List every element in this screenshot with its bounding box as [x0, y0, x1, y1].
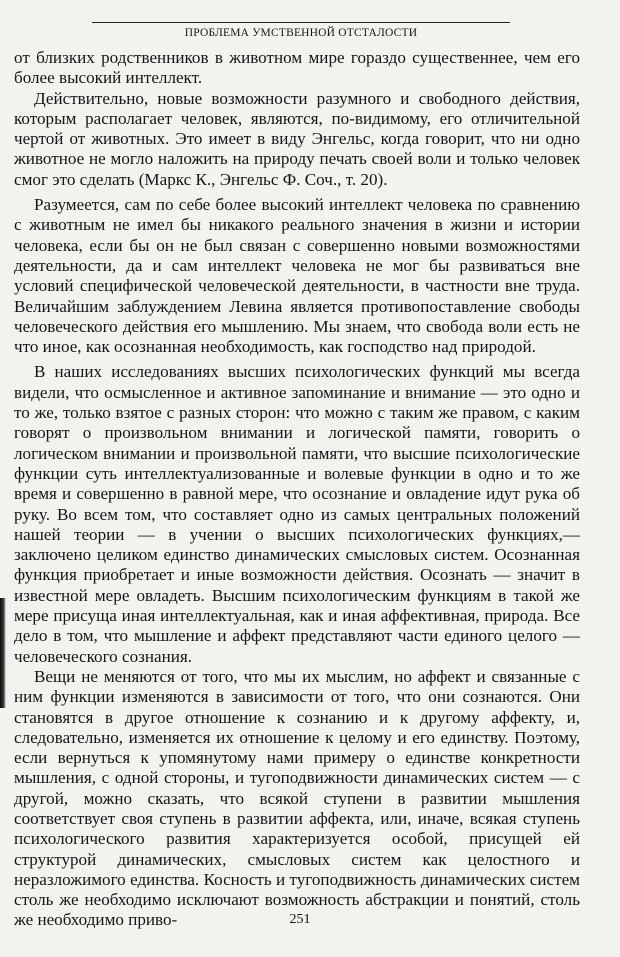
body-text: [14, 48, 580, 931]
header-rule: [92, 22, 510, 23]
paragraph: Вещи не меняются от того, что мы их мыслим, но аффект и связанные с ним функции изменяются в зависимости от того, что они сознаются. Они становятся в другое отношение к сознанию и к другому аффекту, и, следовательно, изменяется их отношение к целому и его единству. Поэтому, если вернуться к упомянутому нами примеру о единстве конкретности мышления, с одной стороны, и тугоподвижности динамических систем — с другой, можно сказать, что всякой ступени в развитии мышления соответствует своя ступень в развитии аффекта, или, иначе, всякая ступень психологического развития характеризуется особой, присущей ей структурой динамических, смысловых систем как целостного и неразложимого единства. Косность и тугоподвижность динамических систем столь же необходимо исключают возможность абстракции и понятий, столь же необходимо приво-: [14, 666, 580, 930]
page-number: 251: [289, 912, 311, 927]
running-head: ПРОБЛЕМА УМСТВЕННОЙ ОТСТАЛОСТИ: [184, 27, 418, 39]
paragraph: Действительно, новые возможности разумного и свободного действия, которым располагает человек, являются, по-видимому, его отличительной чертой от животных. Это имеет в виду Энгельс, когда говорит, что ни одно животное не могло наложить на природу печать своей воли и только человек смог это сделать (Маркс К., Энгельс Ф. Соч., т. 20).: [14, 88, 580, 189]
binding-shadow: [0, 598, 6, 708]
paragraph: Разумеется, сам по себе более высокий интеллект человека по сравнению с животным не имел бы никакого реального значения в жизни и истории человека, если бы он не был связан с совершенно новыми возможностями деятельности, да и сам интеллект человека не мог бы развиваться вне условий специфической человеческой деятельности, в частности вне труда. Величайшим заблуждением Левина является противопоставление свободы человеческого действия его мышлению. Мы знаем, что свобода воли есть не что иное, как осознанная необходимость, как господство над природой.: [14, 195, 580, 357]
paragraph: В наших исследованиях высших психологических функций мы всегда видели, что осмысленное и активное запоминание и внимание — это одно и то же, только взятое с разных сторон: что можно с таким же правом, с каким говорят о произвольном внимании и логической памяти, говорить о логическом внимании и произвольной памяти, что высшие психологические функции суть интеллектуализованные и волевые функции в одно и то же время и совершенно в равной мере, что осознание и овладение идут рука об руку. Во всем том, что составляет одно из самых центральных положений нашей теории — в учении о высших психологических функциях,— заключено целиком единство динамических смысловых систем. Осознанная функция приобретает и иные возможности действия. Осознать — значит в известной мере овладеть. Высшим психологическим функциям в такой же мере присуща иная интеллектуальная, как и иная аффективная, природа. Все дело в том, что мышление и аффект представляют части единого целого — человеческого сознания.: [14, 362, 580, 666]
paragraph-continuation: от близких родственников в животном мире гораздо существеннее, чем его более высокий интеллект.: [14, 48, 580, 88]
